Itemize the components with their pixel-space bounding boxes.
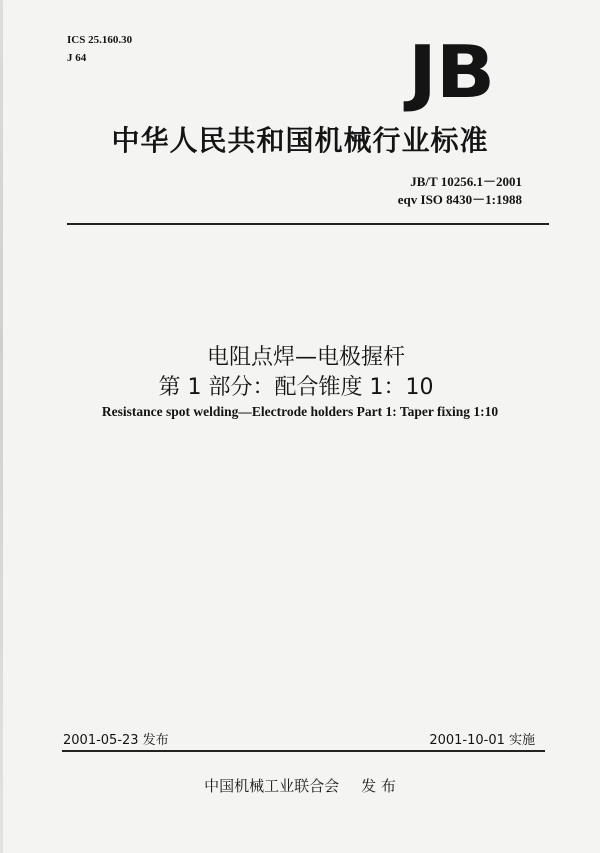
jb-logo: JB (408, 30, 495, 114)
publisher-line (0, 775, 600, 796)
standard-number: JB/T 10256.1－2001 (410, 174, 522, 189)
top-divider (67, 223, 549, 225)
ccs-code: J 64 (67, 52, 87, 64)
ics-code: ICS 25.160.30 (67, 34, 133, 46)
issue-date: 2001-05-23 发布 (63, 733, 169, 748)
implementation-date: 2001-10-01 实施 (429, 733, 535, 748)
title-english: Resistance spot welding—Electrode holders Part 1: Taper fixing 1:10 (101, 404, 499, 419)
title-chinese-line-2: 第 1 部分：配合锥度 1：10 (158, 375, 434, 400)
title-chinese-line-1: 电阻点焊—电极握杆 (206, 345, 405, 370)
standard-equivalence: eqv ISO 8430－1:1988 (397, 192, 522, 207)
publisher-action: 发 布 (361, 777, 396, 795)
bottom-divider (62, 750, 545, 752)
publisher-name: 中国机械工业联合会 (204, 777, 340, 795)
organization-title: 中华人民共和国机械行业标准 (111, 124, 489, 157)
